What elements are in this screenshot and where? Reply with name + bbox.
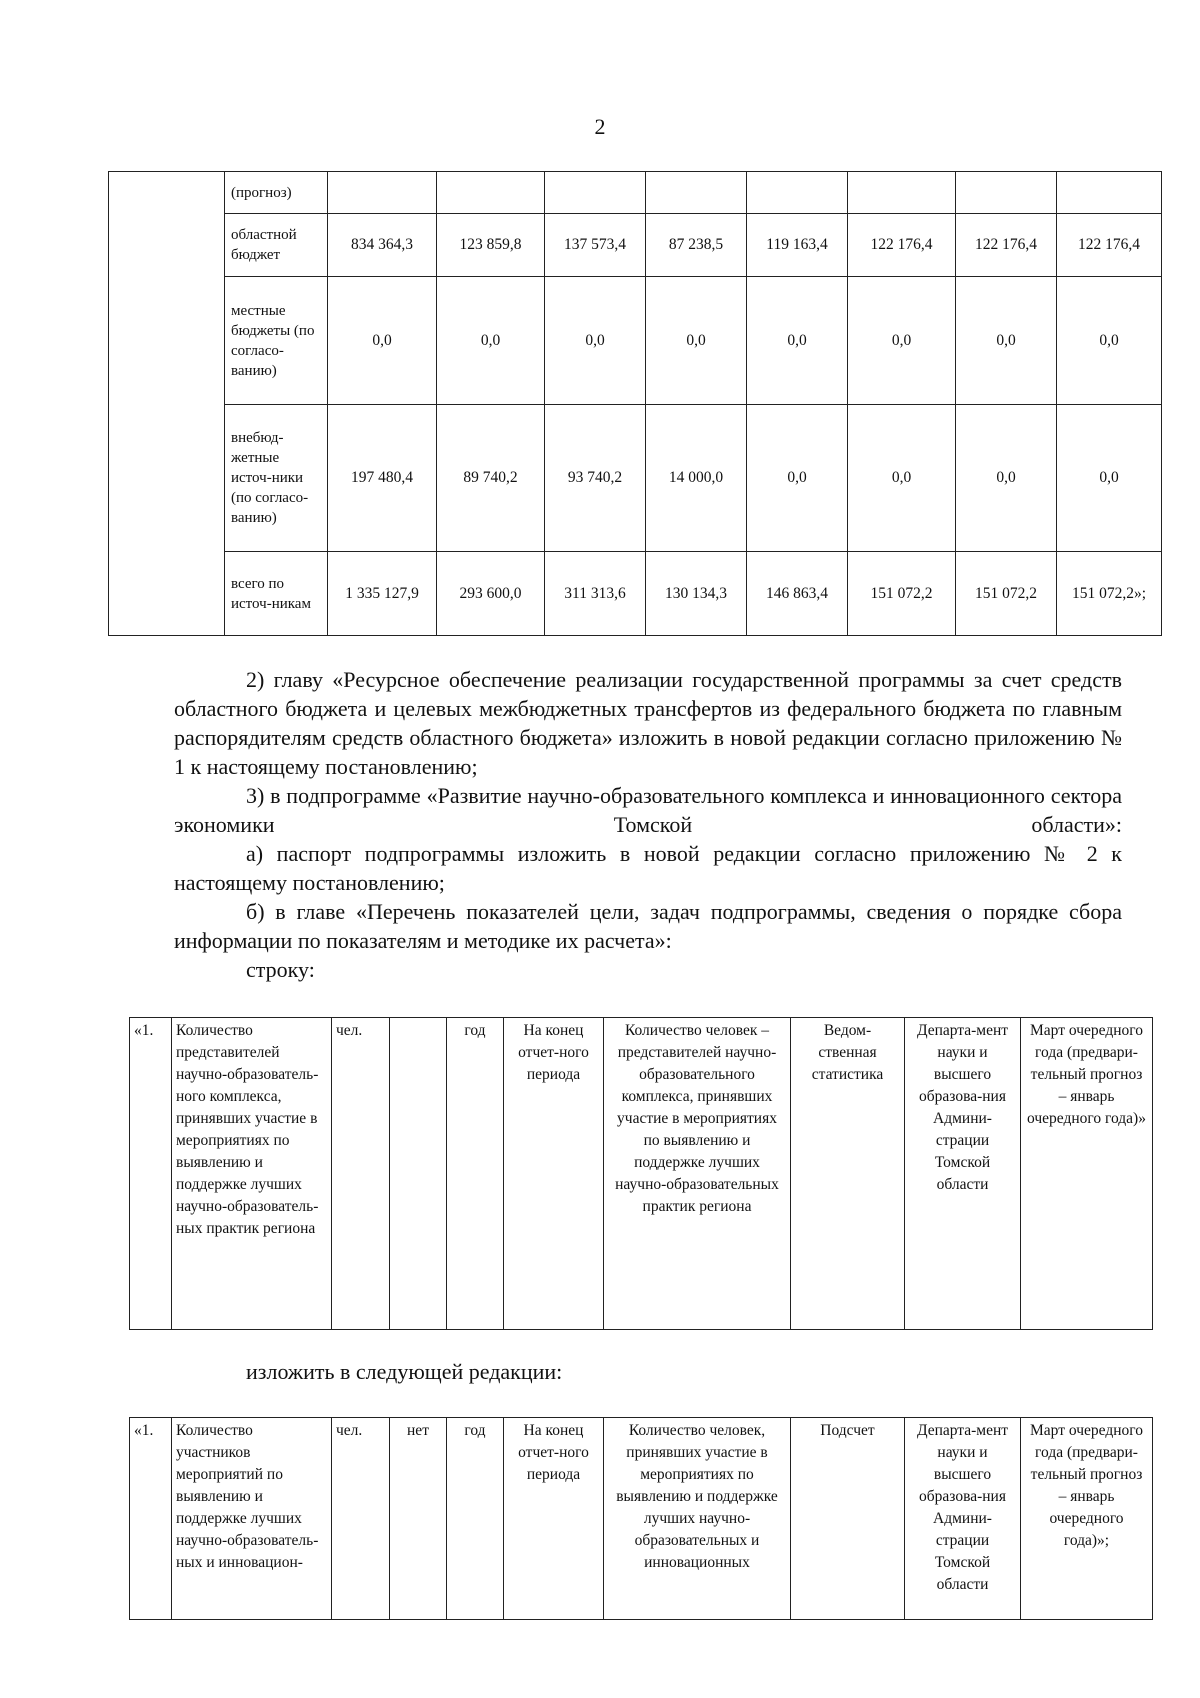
financing-value — [328, 172, 437, 214]
indicator-unit: чел. — [332, 1418, 390, 1620]
financing-value — [545, 172, 646, 214]
financing-value: 122 176,4 — [956, 214, 1057, 277]
financing-value: 0,0 — [1057, 405, 1162, 552]
financing-row — [109, 172, 1162, 214]
financing-value: 0,0 — [956, 277, 1057, 405]
financing-value: 0,0 — [848, 277, 956, 405]
indicator-period: год — [447, 1018, 504, 1330]
financing-value: 89 740,2 — [437, 405, 545, 552]
financing-value: 123 859,8 — [437, 214, 545, 277]
indicator-number: «1. — [130, 1418, 172, 1620]
financing-blank-cell — [109, 172, 225, 636]
financing-value — [747, 172, 848, 214]
financing-value: 0,0 — [437, 277, 545, 405]
financing-value: 122 176,4 — [1057, 214, 1162, 277]
indicator-method: Ведом-ственная статистика — [791, 1018, 905, 1330]
indicator-empty — [390, 1018, 447, 1330]
indicator-deadline: Март очередного года (предвари-тельный прогноз – январь очередного года)»; — [1021, 1418, 1153, 1620]
paragraph-subprogram: 3) в подпрограмме «Развитие научно-образовательного комплекса и инновационного сектора экономики Томской области»: — [174, 783, 1122, 837]
financing-value: 0,0 — [1057, 277, 1162, 405]
financing-value: 119 163,4 — [747, 214, 848, 277]
indicator-deadline: Март очередного года (предвари-тельный прогноз – январь очередного года)» — [1021, 1018, 1153, 1330]
financing-value — [646, 172, 747, 214]
financing-value: 151 072,2 — [956, 552, 1057, 636]
financing-value: 834 364,3 — [328, 214, 437, 277]
financing-value — [437, 172, 545, 214]
indicator-date: На конец отчет-ного периода — [504, 1418, 604, 1620]
financing-source: всего по источ-никам — [225, 552, 328, 636]
indicator-name: Количество участников мероприятий по выявлению и поддержке лучших научно-образователь-ных и инновацион- — [172, 1418, 332, 1620]
indicator-method: Подсчет — [791, 1418, 905, 1620]
financing-table-body — [109, 172, 1162, 636]
financing-value: 0,0 — [956, 405, 1057, 552]
financing-value: 93 740,2 — [545, 405, 646, 552]
financing-row — [109, 552, 1162, 636]
financing-value: 151 072,2 — [848, 552, 956, 636]
page-number: 2 — [594, 114, 606, 139]
financing-value: 87 238,5 — [646, 214, 747, 277]
financing-value: 197 480,4 — [328, 405, 437, 552]
indicator-number: «1. — [130, 1018, 172, 1330]
paragraph-indicators-chapter: б) в главе «Перечень показателей цели, задач подпрограммы, сведения о порядке сбора информации по показателям и методике их расчета»: — [174, 899, 1122, 953]
financing-value: 0,0 — [747, 277, 848, 405]
financing-value: 0,0 — [328, 277, 437, 405]
financing-value: 0,0 — [646, 277, 747, 405]
financing-value: 14 000,0 — [646, 405, 747, 552]
financing-value: 137 573,4 — [545, 214, 646, 277]
financing-source: (прогноз) — [225, 172, 328, 214]
label-new-edition: изложить в следующей редакции: — [246, 1359, 563, 1384]
financing-table — [108, 171, 1162, 636]
label-row: строку: — [246, 957, 315, 982]
paragraph-chapter: 2) главу «Ресурсное обеспечение реализации государственной программы за счет средств областного бюджета и целевых межбюджетных трансфертов из федерального бюджета по главным распорядителям средств областного бюджета» изложить в новой редакции согласно приложению № 1 к настоящему постановлению; — [174, 667, 1122, 779]
financing-value: 130 134,3 — [646, 552, 747, 636]
paragraph-passport: а) паспорт подпрограммы изложить в новой редакции согласно приложению № 2 к настоящему постановлению; — [174, 841, 1122, 895]
financing-source: местные бюджеты (по согласо-ванию) — [225, 277, 328, 405]
financing-value — [1057, 172, 1162, 214]
financing-value: 146 863,4 — [747, 552, 848, 636]
financing-row — [109, 214, 1162, 277]
indicator-old-row — [130, 1018, 1153, 1330]
indicator-unit: чел. — [332, 1018, 390, 1330]
indicator-empty: нет — [390, 1418, 447, 1620]
financing-value: 122 176,4 — [848, 214, 956, 277]
indicator-name: Количество представителей научно-образователь-ного комплекса, принявших участие в мероприятиях по выявлению и поддержке лучших научно-образователь-ных практик региона — [172, 1018, 332, 1330]
financing-value: 311 313,6 — [545, 552, 646, 636]
financing-value — [956, 172, 1057, 214]
indicator-definition: Количество человек, принявших участие в мероприятиях по выявлению и поддержке лучших научно-образовательных и инновационных — [604, 1418, 791, 1620]
financing-value: 293 600,0 — [437, 552, 545, 636]
financing-value — [848, 172, 956, 214]
indicator-responsible: Департа-мент науки и высшего образова-ния Админи-страции Томской области — [905, 1018, 1021, 1330]
indicator-new-row — [130, 1418, 1153, 1620]
financing-value: 151 072,2»; — [1057, 552, 1162, 636]
indicator-definition: Количество человек – представителей научно-образовательного комплекса, принявших участие в мероприятиях по выявлению и поддержке лучших научно-образовательных практик региона — [604, 1018, 791, 1330]
financing-value: 1 335 127,9 — [328, 552, 437, 636]
financing-row — [109, 405, 1162, 552]
indicator-period: год — [447, 1418, 504, 1620]
financing-source: внебюд-жетные источ-ники (по согласо-ванию) — [225, 405, 328, 552]
body-text — [174, 665, 1122, 955]
financing-row — [109, 277, 1162, 405]
financing-value: 0,0 — [545, 277, 646, 405]
financing-value: 0,0 — [747, 405, 848, 552]
financing-source: областной бюджет — [225, 214, 328, 277]
indicator-responsible: Департа-мент науки и высшего образова-ния Админи-страции Томской области — [905, 1418, 1021, 1620]
indicator-table-new — [129, 1417, 1153, 1620]
indicator-table-old — [129, 1017, 1153, 1330]
indicator-date: На конец отчет-ного периода — [504, 1018, 604, 1330]
financing-value: 0,0 — [848, 405, 956, 552]
